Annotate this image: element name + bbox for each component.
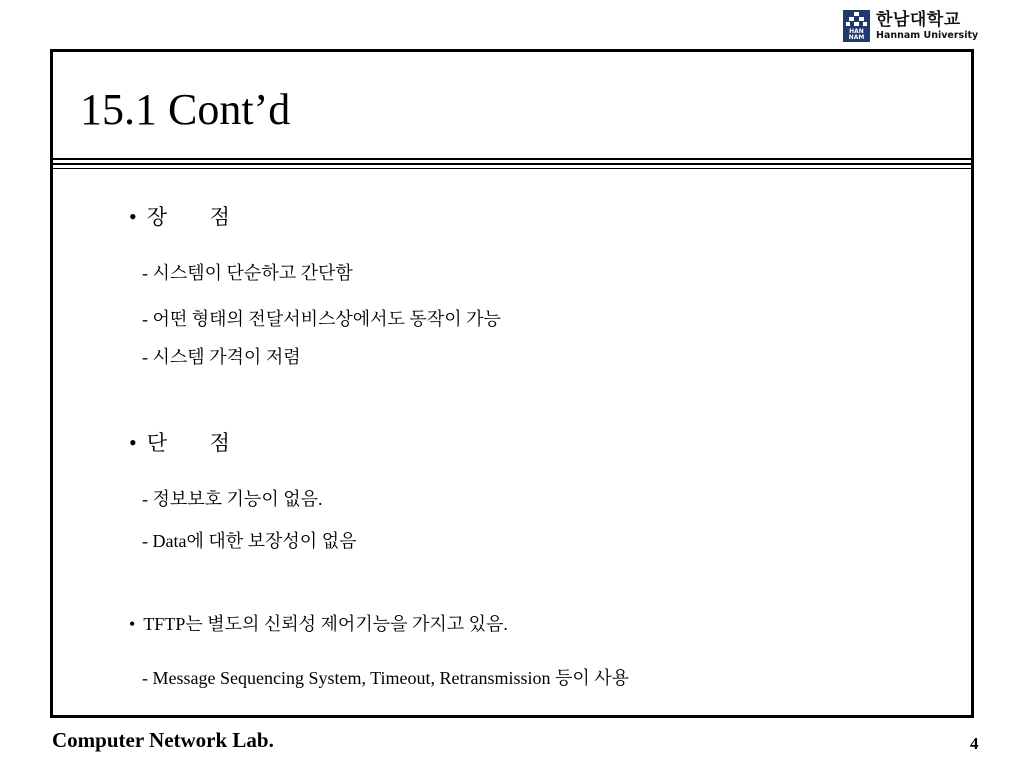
logo-korean-name: 한남대학교 [876, 10, 961, 30]
page-number: 4 [970, 734, 979, 753]
disadvantage-item: - 정보보호 기능이 없음. [142, 489, 323, 509]
advantages-bullet [129, 201, 248, 231]
bullet-icon: • [129, 204, 137, 229]
title-divider [53, 158, 971, 160]
slide-frame [50, 49, 974, 718]
tftp-detail: - Message Sequencing System, Timeout, Retransmission 등이 사용 [142, 668, 630, 688]
tftp-bullet [129, 610, 508, 636]
university-logo [843, 8, 978, 44]
university-emblem-icon [843, 10, 870, 42]
title-divider [53, 163, 971, 165]
disadvantages-heading: 단 점 [146, 431, 248, 455]
disadvantages-bullet [129, 427, 248, 457]
advantage-item: - 시스템이 단순하고 간단함 [142, 263, 353, 283]
disadvantage-item: - Data에 대한 보장성이 없음 [142, 531, 357, 551]
emblem-text: HAN NAM [848, 28, 865, 41]
footer-lab-name: Computer Network Lab. [52, 728, 274, 752]
advantages-heading: 장 점 [146, 205, 248, 229]
emblem-pattern-icon [846, 12, 867, 26]
logo-english-name: Hannam University [876, 30, 979, 41]
slide-title: 15.1 Cont’d [80, 85, 291, 134]
advantage-item: - 시스템 가격이 저렴 [142, 347, 301, 367]
bullet-icon: • [129, 430, 137, 455]
tftp-statement: TFTP는 별도의 신뢰성 제어기능을 가지고 있음. [143, 614, 508, 634]
advantage-item: - 어떤 형태의 전달서비스상에서도 동작이 가능 [142, 309, 501, 329]
title-divider [53, 168, 971, 169]
bullet-icon: • [129, 614, 136, 634]
